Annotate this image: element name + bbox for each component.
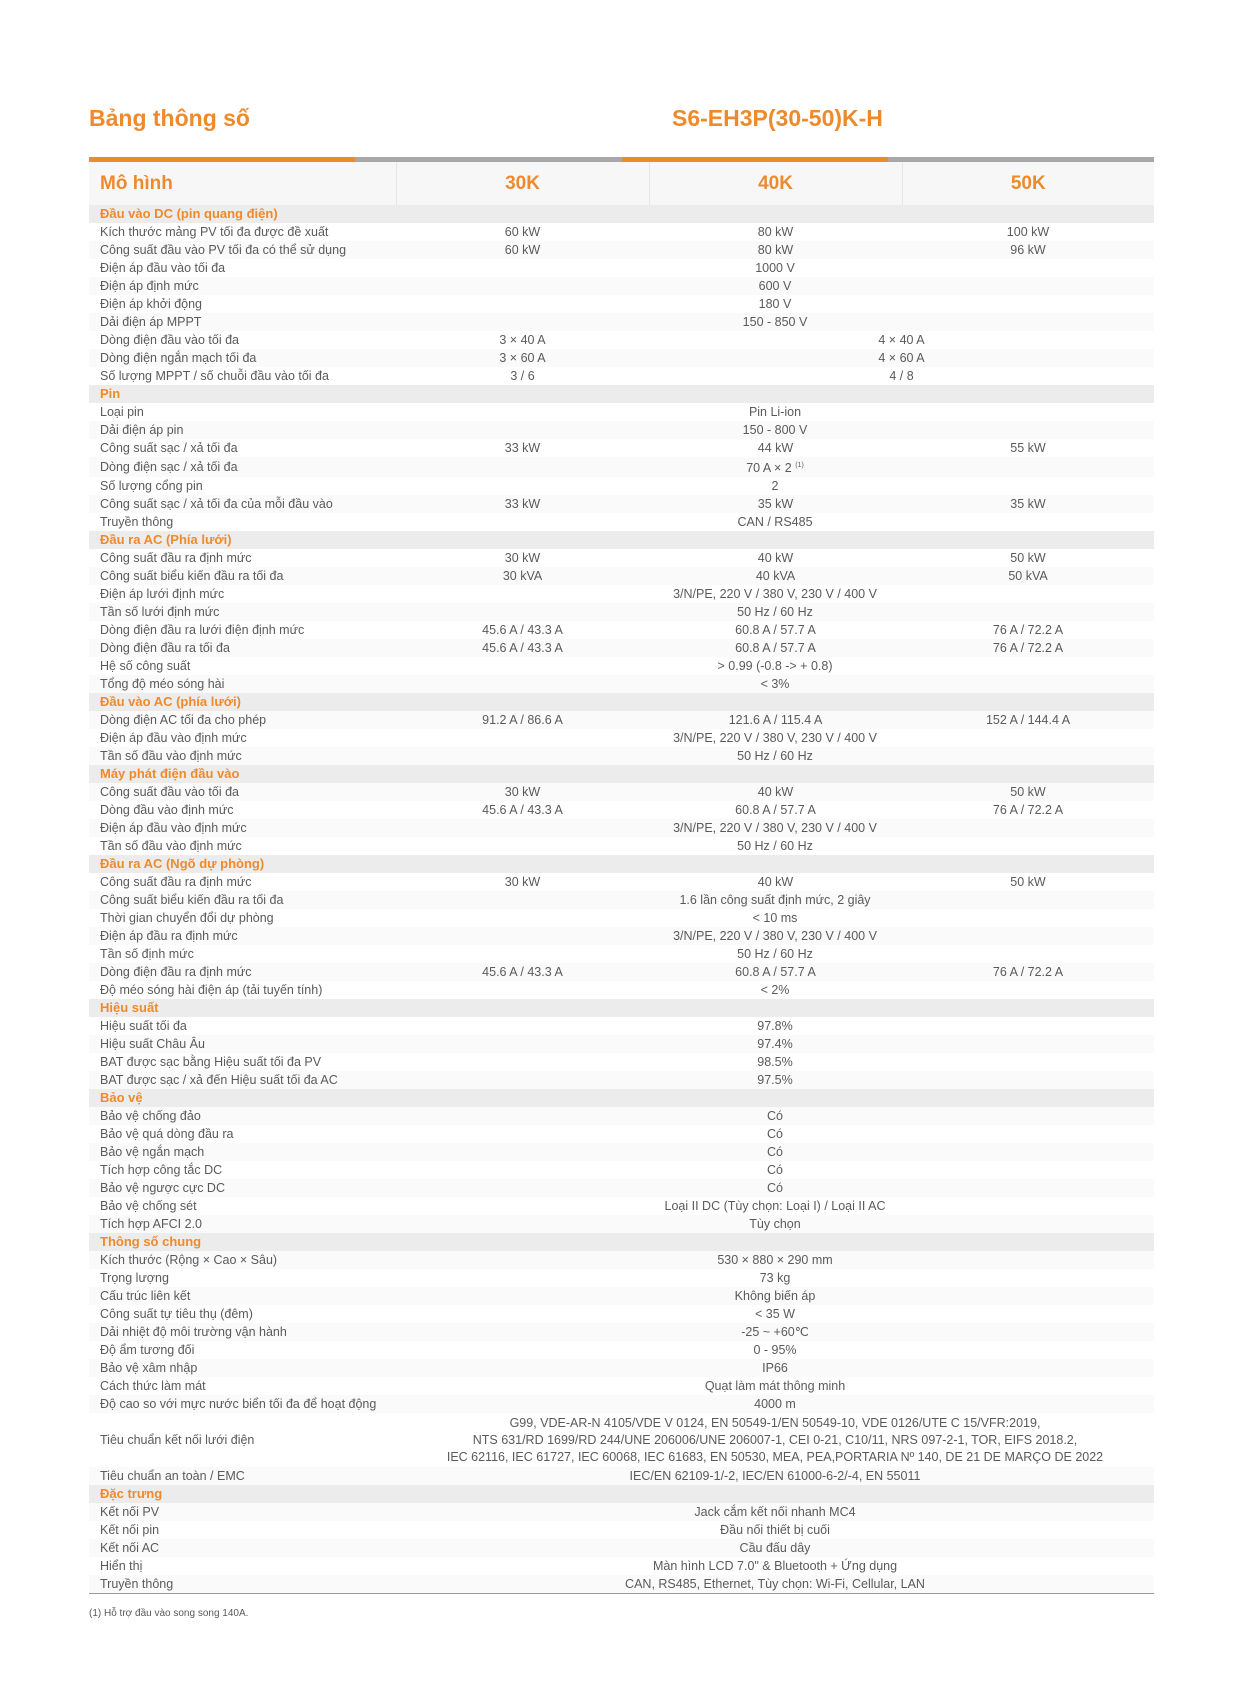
spec-value: 60.8 A / 57.7 A <box>735 803 816 818</box>
spec-value: Pin Li-ion <box>748 405 802 419</box>
table-row <box>89 621 1154 639</box>
table-row <box>89 783 1154 801</box>
spec-label: Tiêu chuẩn kết nối lưới điện <box>100 1432 255 1447</box>
spec-label: Tần số đầu vào định mức <box>100 839 242 854</box>
table-row <box>89 259 1154 277</box>
table-row <box>89 639 1154 657</box>
table-row <box>89 819 1154 837</box>
spec-label: Tiêu chuẩn an toàn / EMC <box>89 1467 396 1485</box>
spec-label: Bảo vệ quá dòng đầu ra <box>100 1127 234 1142</box>
spec-value: 152 A / 144.4 A <box>902 711 1154 729</box>
spec-label: Công suất tự tiêu thụ (đêm) <box>100 1307 253 1322</box>
table-row <box>89 549 1154 567</box>
spec-label: Dòng điện đầu ra lưới điện định mức <box>100 623 305 638</box>
table-row <box>89 945 1154 963</box>
spec-value: 76 A / 72.2 A <box>902 963 1154 981</box>
spec-value: 76 A / 72.2 A <box>992 803 1064 818</box>
spec-label: Dòng điện đầu ra định mức <box>89 963 396 981</box>
header-40k: 40K <box>649 162 902 205</box>
table-row <box>89 1521 1154 1539</box>
spec-label: Tích hợp công tắc DC <box>100 1163 223 1178</box>
spec-value: 70 A × 2 $^{(1)}$ <box>396 457 1154 477</box>
spec-label: Công suất sạc / xả tối đa của mỗi đầu vào <box>89 495 396 513</box>
spec-value: CAN, RS485, Ethernet, Tùy chọn: Wi-Fi, Cellular, LAN <box>396 1575 1154 1594</box>
spec-value: 50 Hz / 60 Hz <box>737 947 813 962</box>
header-label: Mô hình <box>89 162 396 205</box>
section-header <box>89 385 1154 403</box>
table-row <box>89 981 1154 999</box>
spec-label: Số lượng cổng pin <box>100 479 203 494</box>
table-row <box>89 1359 1154 1377</box>
footnote: (1) Hỗ trợ đầu vào song song 140A. <box>89 1608 249 1619</box>
spec-value: < 35 W <box>755 1307 795 1322</box>
spec-label: Kết nối AC <box>89 1539 396 1557</box>
spec-value: 121.6 A / 115.4 A <box>649 711 902 729</box>
spec-label: Điện áp lưới định mức <box>100 587 225 602</box>
table-row <box>89 801 1154 819</box>
spec-value: 60 kW <box>504 225 541 239</box>
spec-value: IP66 <box>396 1359 1154 1377</box>
table-row <box>89 1413 1154 1467</box>
section-header <box>89 1233 1154 1251</box>
table-row <box>89 711 1154 729</box>
section-header <box>89 1089 1154 1107</box>
spec-label: BAT được sạc bằng Hiệu suất tối đa PV <box>100 1055 322 1070</box>
spec-label: Công suất sạc / xả tối đa <box>100 441 238 455</box>
spec-value: Tùy chọn <box>396 1215 1154 1233</box>
spec-value: 50 kW <box>1010 551 1046 566</box>
table-row <box>89 1323 1154 1341</box>
spec-value: 150 - 850 V <box>396 313 1154 331</box>
spec-label: Tần số định mức <box>100 947 194 962</box>
section-header <box>89 1485 1154 1503</box>
table-row <box>89 513 1154 531</box>
table-row <box>89 963 1154 981</box>
spec-value: Jack cắm kết nối nhanh MC4 <box>396 1503 1154 1521</box>
spec-label: Dòng điện đầu vào tối đa <box>100 333 239 347</box>
spec-value: 35 kW <box>649 495 902 513</box>
spec-value: 40 kW <box>757 875 794 890</box>
spec-label: Dải điện áp pin <box>89 421 396 439</box>
spec-label: Bảo vệ ngắn mạch <box>89 1143 396 1161</box>
spec-value: 50 Hz / 60 Hz <box>396 747 1154 765</box>
table-row <box>89 457 1154 477</box>
table-row <box>89 1575 1154 1594</box>
spec-value: 1.6 lần công suất định mức, 2 giây <box>396 891 1154 909</box>
spec-value: 60.8 A / 57.7 A <box>735 623 816 638</box>
spec-value: 3 / 6 <box>510 369 535 383</box>
spec-label: Tích hợp AFCI 2.0 <box>89 1215 396 1233</box>
spec-value: 44 kW <box>757 441 794 455</box>
spec-value: 50 kW <box>1010 875 1046 890</box>
spec-value: < 10 ms <box>752 911 798 926</box>
section-title: Đầu vào DC (pin quang điện) <box>89 205 1154 223</box>
table-row <box>89 1539 1154 1557</box>
spec-label: Hiệu suất Châu Âu <box>89 1035 396 1053</box>
spec-label: Cấu trúc liên kết <box>89 1287 396 1305</box>
spec-value: 530 × 880 × 290 mm <box>396 1251 1154 1269</box>
table-row <box>89 495 1154 513</box>
spec-value: 50 Hz / 60 Hz <box>737 839 813 854</box>
spec-value: 80 kW <box>649 241 902 259</box>
table-row <box>89 241 1154 259</box>
spec-label: Kết nối PV <box>89 1503 396 1521</box>
spec-value: 98.5% <box>757 1055 793 1070</box>
spec-label: Dải điện áp MPPT <box>89 313 396 331</box>
table-row <box>89 477 1154 495</box>
spec-label: Bảo vệ ngược cực DC <box>89 1179 396 1197</box>
table-row <box>89 1395 1154 1413</box>
section-title: Đặc trưng <box>89 1485 1154 1503</box>
spec-value: 600 V <box>396 277 1154 295</box>
spec-label: Độ cao so với mực nước biển tối đa để hoạt động <box>89 1395 396 1413</box>
table-row <box>89 403 1154 421</box>
spec-value: 0 - 95% <box>753 1343 797 1358</box>
spec-value: 45.6 A / 43.3 A <box>396 963 649 981</box>
table-row <box>89 1287 1154 1305</box>
spec-value: 50 kW <box>902 783 1154 801</box>
spec-label: Hiển thị <box>100 1559 143 1574</box>
spec-value: 50 kVA <box>902 567 1154 585</box>
spec-label: Điện áp đầu vào định mức <box>89 819 396 837</box>
table-row <box>89 1269 1154 1287</box>
spec-value: Có <box>396 1107 1154 1125</box>
spec-label: Bảo vệ xâm nhập <box>89 1359 396 1377</box>
spec-value: < 2% <box>760 983 790 998</box>
spec-value: 60 kW <box>396 241 649 259</box>
spec-label: Công suất biểu kiến đầu ra tối đa <box>89 567 396 585</box>
spec-value: 2 <box>771 479 779 494</box>
spec-value: 60.8 A / 57.7 A <box>649 639 902 657</box>
table-row <box>89 1053 1154 1071</box>
section-title: Đầu ra AC (Phía lưới) <box>89 531 1154 549</box>
table-row <box>89 313 1154 331</box>
spec-label: Số lượng MPPT / số chuỗi đầu vào tối đa <box>100 369 329 383</box>
spec-value: 3/N/PE, 220 V / 380 V, 230 V / 400 V <box>396 819 1154 837</box>
table-row <box>89 1071 1154 1089</box>
spec-value: 4000 m <box>396 1395 1154 1413</box>
spec-value: 150 - 800 V <box>396 421 1154 439</box>
spec-value: Có <box>396 1143 1154 1161</box>
spec-value: 40 kW <box>757 551 794 566</box>
spec-label: Độ méo sóng hài điện áp (tải tuyến tính) <box>100 983 323 998</box>
table-row <box>89 729 1154 747</box>
table-row <box>89 909 1154 927</box>
spec-value: < 3% <box>396 675 1154 693</box>
table-row <box>89 675 1154 693</box>
spec-value: 91.2 A / 86.6 A <box>396 711 649 729</box>
spec-value: 4 × 40 A <box>878 333 925 347</box>
spec-value: Đầu nối thiết bị cuối <box>720 1523 830 1538</box>
spec-label: Dải nhiệt độ môi trường vận hành <box>89 1323 396 1341</box>
table-row <box>89 1125 1154 1143</box>
spec-value: Cầu đấu dây <box>396 1539 1154 1557</box>
spec-value: 96 kW <box>902 241 1154 259</box>
grid-standard-line: IEC 62116, IEC 61727, IEC 60068, IEC 61683, EN 50530, MEA, PEA,PORTARIA Nº 140, DE 21 DE MARÇO DE 2022 <box>446 1449 1104 1464</box>
spec-value: 3 × 60 A <box>396 349 649 367</box>
spec-label: Dòng đầu vào định mức <box>100 803 234 818</box>
spec-label: BAT được sạc / xả đến Hiệu suất tối đa AC <box>89 1071 396 1089</box>
spec-label: Điện áp định mức <box>89 277 396 295</box>
spec-label: Kết nối pin <box>100 1523 160 1538</box>
section-header <box>89 205 1154 223</box>
spec-value: 73 kg <box>759 1271 791 1286</box>
spec-value: 30 kW <box>504 551 541 566</box>
spec-label: Dòng điện AC tối đa cho phép <box>89 711 396 729</box>
spec-label: Điện áp đầu vào định mức <box>100 731 247 746</box>
spec-label: Công suất đầu ra định mức <box>100 875 252 890</box>
spec-value: 60.8 A / 57.7 A <box>649 963 902 981</box>
table-row <box>89 891 1154 909</box>
spec-value: 4 × 60 A <box>649 349 1154 367</box>
spec-label: Công suất biểu kiến đầu ra tối đa <box>89 891 396 909</box>
spec-value: Có <box>767 1163 783 1178</box>
table-row <box>89 1557 1154 1575</box>
table-row <box>89 277 1154 295</box>
spec-label: Loại pin <box>100 405 144 419</box>
spec-value: 55 kW <box>1010 441 1046 455</box>
spec-value: 30 kVA <box>396 567 649 585</box>
spec-label: Hiệu suất tối đa <box>100 1019 187 1034</box>
spec-value: 40 kVA <box>649 567 902 585</box>
spec-value: Có <box>396 1179 1154 1197</box>
spec-value: 97.4% <box>396 1035 1154 1053</box>
table-row <box>89 1467 1154 1485</box>
section-title: Đầu ra AC (Ngõ dự phòng) <box>89 855 1154 873</box>
spec-value: CAN / RS485 <box>737 515 813 530</box>
spec-value: 1000 V <box>755 261 795 275</box>
spec-value: Màn hình LCD 7.0" & Bluetooth + Ứng dụng <box>652 1559 898 1574</box>
table-row <box>89 585 1154 603</box>
header-30k: 30K <box>396 162 649 205</box>
table-row <box>89 1341 1154 1359</box>
spec-label: Hệ số công suất <box>100 659 191 674</box>
section-title: Bảo vệ <box>89 1089 1154 1107</box>
spec-value: 33 kW <box>396 495 649 513</box>
section-header <box>89 999 1154 1017</box>
spec-value: 45.6 A / 43.3 A <box>396 639 649 657</box>
spec-value: 100 kW <box>1006 225 1050 239</box>
spec-value: 97.5% <box>396 1071 1154 1089</box>
table-row <box>89 927 1154 945</box>
model-title: S6-EH3P(30-50)K-H <box>672 105 883 131</box>
spec-value: 80 kW <box>757 225 794 239</box>
section-title: Thông số chung <box>89 1233 1154 1251</box>
spec-label: Công suất đầu vào tối đa <box>89 783 396 801</box>
table-row <box>89 603 1154 621</box>
spec-label: Điện áp khởi động <box>100 297 203 311</box>
grid-standards <box>396 1413 1154 1467</box>
spec-value: 30 kW <box>504 875 541 890</box>
spec-label: Trọng lượng <box>100 1271 169 1286</box>
table-row <box>89 1017 1154 1035</box>
spec-label: Công suất đầu vào PV tối đa có thể sử dụng <box>89 241 396 259</box>
table-header <box>89 162 1154 205</box>
spec-value: 76 A / 72.2 A <box>992 623 1064 638</box>
section-title: Máy phát điện đầu vào <box>89 765 1154 783</box>
table-row <box>89 657 1154 675</box>
spec-label: Bảo vệ chống đảo <box>89 1107 396 1125</box>
grid-standard-line: G99, VDE-AR-N 4105/VDE V 0124, EN 50549-1/EN 50549-10, VDE 0126/UTE C 15/VFR:2019, <box>509 1415 1041 1430</box>
table-row <box>89 1251 1154 1269</box>
spec-value: Có <box>767 1127 783 1142</box>
spec-value: 76 A / 72.2 A <box>902 639 1154 657</box>
section-header <box>89 855 1154 873</box>
spec-value: 50 Hz / 60 Hz <box>396 603 1154 621</box>
spec-value: 35 kW <box>902 495 1154 513</box>
section-header <box>89 765 1154 783</box>
spec-label: Điện áp đầu ra định mức <box>89 927 396 945</box>
table-row <box>89 1377 1154 1395</box>
table-row <box>89 439 1154 457</box>
table-row <box>89 349 1154 367</box>
section-title: Hiệu suất <box>89 999 1154 1017</box>
table-row <box>89 1305 1154 1323</box>
spec-label: Công suất đầu ra định mức <box>100 551 252 566</box>
table-row <box>89 873 1154 891</box>
section-header <box>89 531 1154 549</box>
table-row <box>89 1107 1154 1125</box>
table-row <box>89 1197 1154 1215</box>
page-title: Bảng thông số <box>89 105 250 131</box>
spec-value: IEC/EN 62109-1/-2, IEC/EN 61000-6-2/-4, EN 55011 <box>396 1467 1154 1485</box>
header-50k: 50K <box>902 162 1154 205</box>
spec-value: 3 × 40 A <box>499 333 546 347</box>
section-title: Đầu vào AC (phía lưới) <box>89 693 1154 711</box>
table-row <box>89 331 1154 349</box>
spec-value: -25 ~ +60℃ <box>396 1323 1154 1341</box>
table-row <box>89 1035 1154 1053</box>
spec-value: Không biến áp <box>396 1287 1154 1305</box>
table-row <box>89 223 1154 241</box>
grid-standard-line: NTS 631/RD 1699/RD 244/UNE 206006/UNE 206007-1, CEI 0-21, C10/11, NRS 097-2-1, TOR, EIFS 2018.2, <box>472 1432 1078 1447</box>
table-row <box>89 747 1154 765</box>
table-row <box>89 1503 1154 1521</box>
spec-label: Kích thước (Rộng × Cao × Sâu) <box>89 1251 396 1269</box>
spec-value: 3/N/PE, 220 V / 380 V, 230 V / 400 V <box>673 731 877 746</box>
table-row <box>89 1179 1154 1197</box>
table-row <box>89 421 1154 439</box>
spec-label: Tổng độ méo sóng hài <box>89 675 396 693</box>
spec-value: 3/N/PE, 220 V / 380 V, 230 V / 400 V <box>396 927 1154 945</box>
spec-value: 45.6 A / 43.3 A <box>482 803 563 818</box>
spec-label: Dòng điện đầu ra tối đa <box>89 639 396 657</box>
spec-value: 40 kW <box>649 783 902 801</box>
table-row <box>89 1143 1154 1161</box>
spec-label: Điện áp đầu vào tối đa <box>100 261 226 275</box>
table-row <box>89 1215 1154 1233</box>
spec-value: 3/N/PE, 220 V / 380 V, 230 V / 400 V <box>673 587 877 602</box>
spec-value: 180 V <box>758 297 792 311</box>
spec-label: Độ ẩm tương đối <box>100 1343 195 1358</box>
section-header <box>89 693 1154 711</box>
spec-value: 45.6 A / 43.3 A <box>482 623 563 638</box>
spec-label: Truyền thông <box>100 515 174 530</box>
spec-table <box>89 162 1154 1594</box>
table-row <box>89 837 1154 855</box>
section-title: Pin <box>89 385 1154 403</box>
spec-label: Truyền thông <box>89 1575 396 1594</box>
spec-value: > 0.99 (-0.8 -> + 0.8) <box>717 659 833 674</box>
spec-label: Kích thước mảng PV tối đa được đề xuất <box>100 225 329 239</box>
table-row <box>89 1161 1154 1179</box>
spec-label: Cách thức làm mát <box>100 1379 206 1394</box>
spec-label: Tần số đầu vào định mức <box>89 747 396 765</box>
spec-value: 97.8% <box>757 1019 793 1034</box>
spec-value: 30 kW <box>396 783 649 801</box>
spec-label: Bảo vệ chống sét <box>100 1199 197 1214</box>
spec-value: 4 / 8 <box>889 369 914 383</box>
table-row <box>89 567 1154 585</box>
spec-value: Quạt làm mát thông minh <box>704 1379 846 1394</box>
spec-value: 33 kW <box>504 441 541 455</box>
footnote-ref: (1) <box>795 462 804 469</box>
spec-value: Loại II DC (Tùy chọn: Loại I) / Loại II AC <box>664 1199 886 1214</box>
spec-label: Tần số lưới định mức <box>89 603 396 621</box>
spec-label: Dòng điện sạc / xả tối đa <box>89 457 396 477</box>
table-row <box>89 367 1154 385</box>
spec-label: Thời gian chuyển đổi dự phòng <box>100 911 274 926</box>
table-row <box>89 295 1154 313</box>
spec-label: Dòng điện ngắn mạch tối đa <box>89 349 396 367</box>
